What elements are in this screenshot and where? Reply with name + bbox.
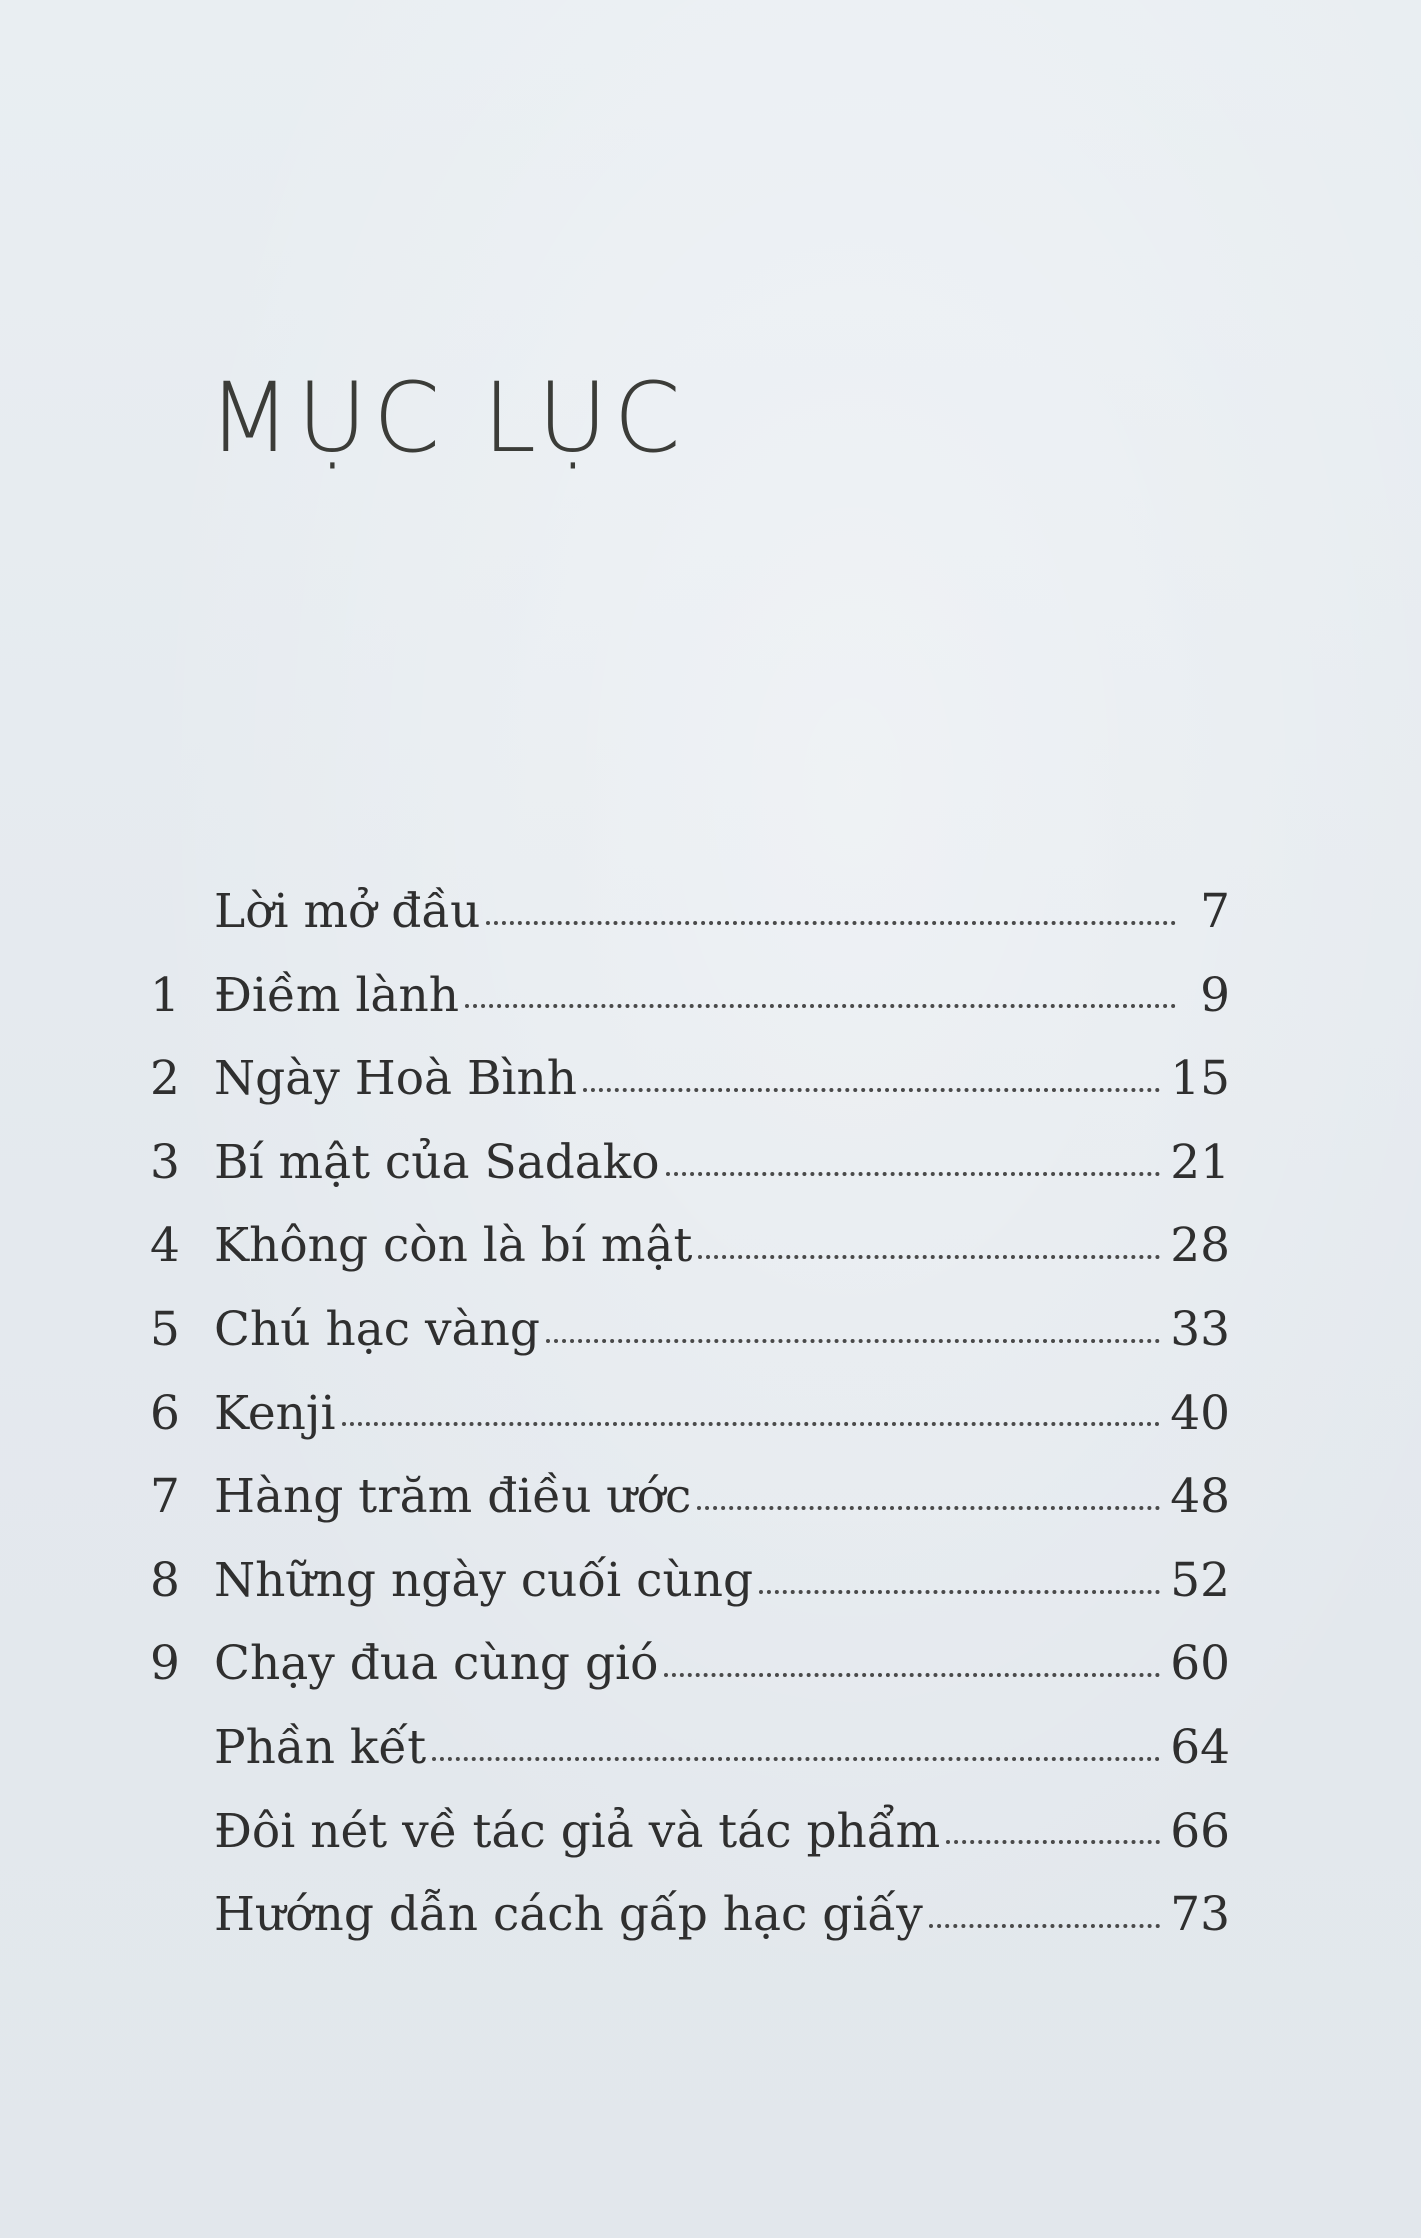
page-number: 7 xyxy=(1200,884,1230,939)
page-title: MỤC LỤC xyxy=(208,362,687,474)
page-number: 66 xyxy=(1170,1803,1230,1859)
page-number: 73 xyxy=(1170,1887,1230,1943)
toc-entry xyxy=(150,1121,1230,1205)
toc-entry xyxy=(150,1455,1230,1539)
toc-entry xyxy=(150,1790,1230,1874)
dot-leader xyxy=(698,1255,1160,1259)
dot-leader xyxy=(664,1673,1160,1677)
page-number: 9 xyxy=(1200,967,1230,1023)
dot-leader xyxy=(465,1004,1176,1008)
dot-leader xyxy=(666,1172,1161,1176)
page-number: 15 xyxy=(1170,1051,1230,1107)
chapter-number: 6 xyxy=(150,1385,180,1441)
chapter-title: Hướng dẫn cách gấp hạc giấy xyxy=(214,1887,923,1943)
toc-entry xyxy=(150,1037,1230,1121)
toc-entry xyxy=(150,1372,1230,1456)
chapter-title: Đôi nét về tác giả và tác phẩm xyxy=(214,1803,941,1859)
toc-entry xyxy=(150,954,1230,1038)
dot-leader xyxy=(432,1757,1160,1761)
page-number: 52 xyxy=(1170,1552,1230,1608)
chapter-number: 1 xyxy=(150,967,180,1023)
page-number: 40 xyxy=(1170,1385,1230,1441)
toc-entry xyxy=(150,1288,1230,1372)
chapter-number: 9 xyxy=(150,1636,180,1692)
page-number: 28 xyxy=(1170,1218,1230,1274)
page-number: 60 xyxy=(1170,1636,1230,1692)
chapter-title: Những ngày cuối cùng xyxy=(214,1552,754,1608)
toc-entry xyxy=(150,1539,1230,1623)
chapter-title: Chạy đua cùng gió xyxy=(214,1636,659,1692)
toc-entry xyxy=(150,1622,1230,1706)
dot-leader xyxy=(697,1506,1160,1510)
page-number: 33 xyxy=(1170,1301,1230,1357)
toc-entry xyxy=(150,870,1230,954)
dot-leader xyxy=(342,1422,1161,1426)
dot-leader xyxy=(946,1840,1160,1844)
chapter-title: Điềm lành xyxy=(214,967,459,1023)
chapter-title: Chú hạc vàng xyxy=(214,1301,540,1357)
chapter-title: Phần kết xyxy=(214,1719,427,1775)
chapter-title: Ngày Hoà Bình xyxy=(214,1051,578,1107)
page-number: 64 xyxy=(1170,1719,1230,1775)
table-of-contents xyxy=(150,870,1230,1957)
chapter-number: 2 xyxy=(150,1051,180,1107)
chapter-title: Bí mật của Sadako xyxy=(214,1134,660,1190)
toc-entry xyxy=(150,1706,1230,1790)
chapter-number: 7 xyxy=(150,1469,180,1525)
page-number: 21 xyxy=(1170,1134,1230,1190)
toc-entry xyxy=(150,1873,1230,1957)
chapter-number: 8 xyxy=(150,1552,180,1608)
dot-leader xyxy=(929,1924,1160,1928)
chapter-title: Không còn là bí mật xyxy=(214,1218,693,1274)
chapter-number: 3 xyxy=(150,1134,180,1190)
dot-leader xyxy=(486,921,1176,925)
chapter-number: 5 xyxy=(150,1301,180,1357)
chapter-number: 4 xyxy=(150,1218,180,1274)
chapter-title: Hàng trăm điều ước xyxy=(214,1469,692,1525)
chapter-title: Kenji xyxy=(214,1385,336,1441)
dot-leader xyxy=(583,1088,1160,1092)
page-number: 48 xyxy=(1170,1469,1230,1525)
toc-entry xyxy=(150,1204,1230,1288)
dot-leader xyxy=(546,1339,1160,1343)
chapter-title: Lời mở đầu xyxy=(214,884,481,939)
dot-leader xyxy=(759,1590,1160,1594)
